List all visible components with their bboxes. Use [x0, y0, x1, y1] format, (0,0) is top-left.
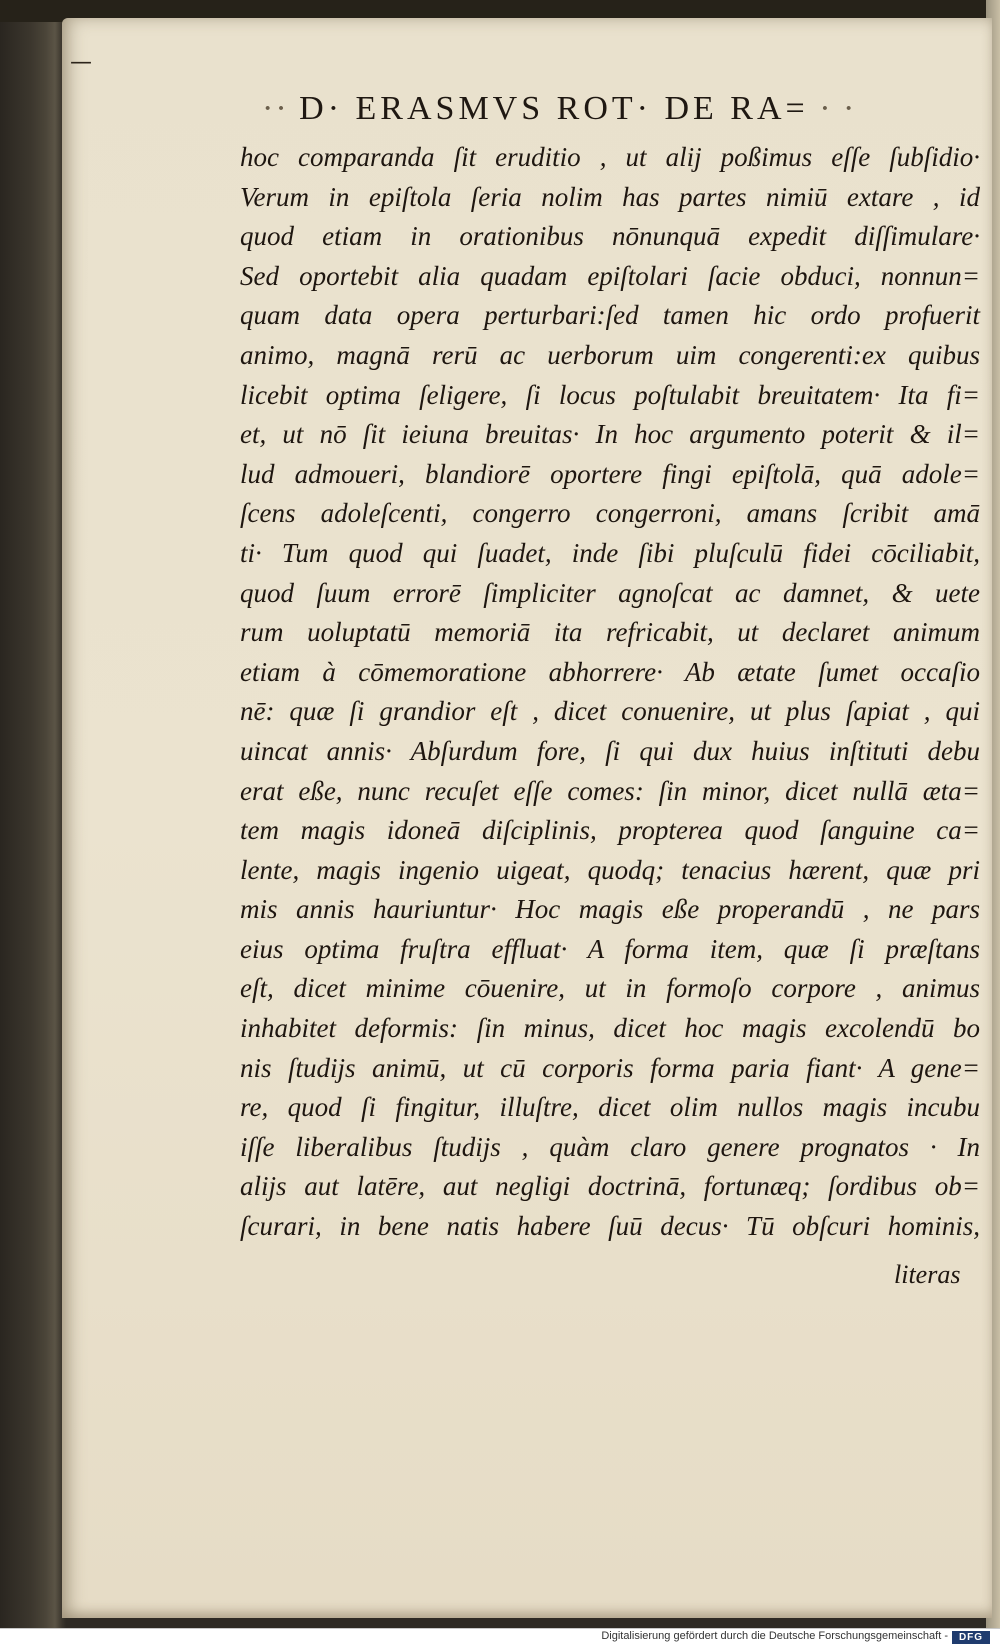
text-line: ſcurari, in bene natis habere ſuū decus· Tū obſcuri hominis,	[240, 1211, 980, 1242]
text-line: quod etiam in orationibus nōnunquā expedit diſſimulare·	[240, 221, 980, 252]
text-line: re, quod ſi fingitur, illuſtre, dicet olim nullos magis incubu	[240, 1092, 980, 1123]
text-line: eſt, dicet minime cōuenire, ut in formoſo corpore , animus	[240, 973, 980, 1004]
running-head	[262, 90, 962, 128]
page-body-text	[240, 138, 980, 1247]
text-line: nē: quæ ſi grandior eſt , dicet conuenire, ut plus ſapiat , qui	[240, 696, 980, 727]
text-line: hoc comparanda ſit eruditio , ut alij poßimus eſſe ſubſidio·	[240, 142, 980, 172]
text-line: inhabitet deformis: ſin minus, dicet hoc magis excolendū bo	[240, 1013, 980, 1044]
text-line: quod ſuum errorē ſimpliciter agnoſcat ac damnet, & uete	[240, 577, 980, 608]
text-line: Verum in epiſtola ſeria nolim has partes nimiū extare , id	[240, 181, 980, 212]
dfg-logo-icon: DFG	[952, 1631, 990, 1644]
text-line: tem magis idoneā diſciplinis, propterea quod ſanguine ca=	[240, 815, 980, 846]
head-ornament-right: · ·	[808, 90, 857, 127]
text-line: Sed oportebit alia quadam epiſtolari ſacie obduci, nonnun=	[240, 260, 980, 291]
funding-credit: Digitalisierung gefördert durch die Deutsche Forschungsgemeinschaft -	[601, 1630, 948, 1642]
page-margin-mark: —	[70, 50, 92, 75]
text-line: eius optima fruſtra effluat· A forma item, quæ ſi præſtans	[240, 933, 980, 964]
text-line: animo, magnā rerū ac uerborum uim congerenti:ex quibus	[240, 339, 980, 370]
book-page	[62, 18, 992, 1618]
digitization-footer	[0, 1628, 1000, 1647]
text-line: alijs aut latēre, aut negligi doctrinā, fortunæq; ſordibus ob=	[240, 1171, 980, 1202]
text-line: lente, magis ingenio uigeat, quodq; tenacius hærent, quæ pri	[240, 854, 980, 885]
running-head-text: D· ERASMVS ROT· DE RA=	[299, 90, 809, 127]
text-line: iſſe liberalibus ſtudijs , quàm claro genere prognatos · In	[240, 1131, 980, 1162]
text-line: uincat annis· Abſurdum fore, ſi qui dux huius inſtituti debu	[240, 735, 980, 766]
text-line: rum uoluptatū memoriā ita refricabit, ut declaret animum	[240, 617, 980, 648]
text-line: et, ut nō ſit ieiuna breuitas· In hoc argumento poterit & il=	[240, 419, 980, 450]
text-line: ſcens adoleſcenti, congerro congerroni, amans ſcribit amā	[240, 498, 980, 529]
text-line: etiam à cōmemoratione abhorrere· Ab ætate ſumet occaſio	[240, 656, 980, 687]
text-line: lud admoueri, blandiorē oportere fingi epiſtolā, quā adole=	[240, 458, 980, 489]
text-line: mis annis hauriuntur· Hoc magis eße properandū , ne pars	[240, 894, 980, 925]
head-ornament-left: ··	[262, 90, 300, 127]
text-line: erat eße, nunc recuſet eſſe comes: ſin minor, dicet nullā æta=	[240, 775, 980, 806]
catchword: literas	[894, 1260, 961, 1289]
text-line: licebit optima ſeligere, ſi locus poſtulabit breuitatem· Ita fi=	[240, 379, 980, 410]
text-line: quam data opera perturbari:ſed tamen hic ordo profuerit	[240, 300, 980, 331]
text-line: nis ſtudijs animū, ut cū corporis forma paria fiant· A gene=	[240, 1052, 980, 1083]
text-line: ti· Tum quod qui ſuadet, inde ſibi pluſculū fidei cōciliabit,	[240, 537, 980, 568]
